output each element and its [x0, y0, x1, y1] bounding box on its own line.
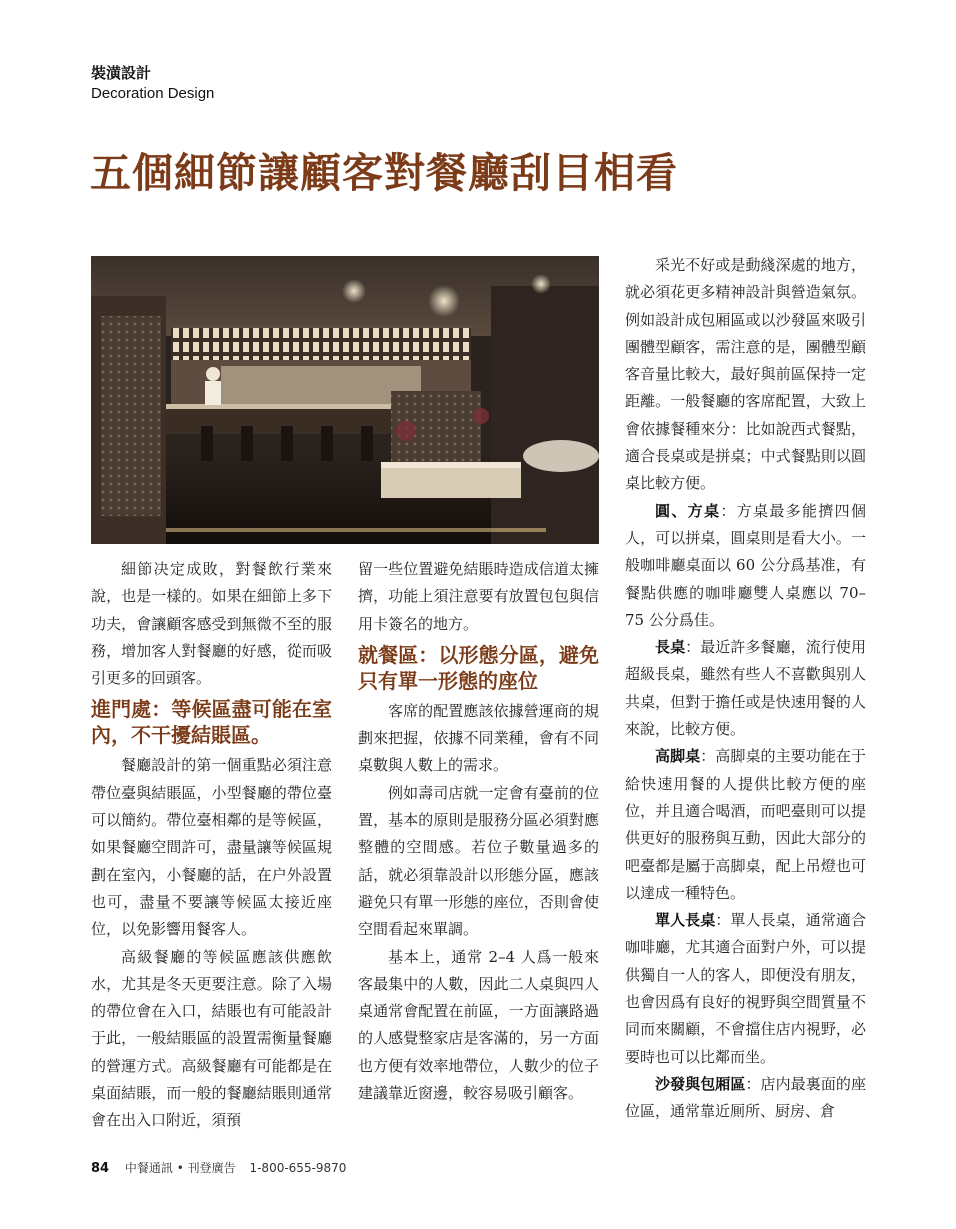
term-description: ：高脚桌的主要功能在于給快速用餐的人提供比較方便的座位，并且適合喝酒，而吧臺則可以提供更好的服務與互動，因此大部分的吧臺都是屬于高脚桌，配上吊燈也可以達成一種特色。 — [625, 747, 866, 902]
subheading-dining-area: 就餐區：以形態分區，避免只有單一形態的座位 — [358, 642, 599, 693]
term-high-table: 高脚桌 — [655, 747, 701, 766]
restaurant-photo — [91, 256, 599, 544]
paragraph — [625, 634, 866, 743]
paragraph: 采光不好或是動綫深處的地方，就必須花更多精神設計與營造氣氛。例如設計成包厢區或以沙發區來吸引團體型顧客，需注意的是，團體型顧客音量比較大，最好與前區保持一定距離。一般餐廳的客席配置，大致上會依據餐種來分：比如說西式餐點，適合長桌或是拼桌；中式餐點則以圓桌比較方便。 — [625, 256, 866, 493]
column-2 — [358, 556, 599, 1107]
paragraph: 客席的配置應該依據營運商的規劃來把握，依據不同業種，會有不同桌數與人數上的需求。 — [358, 701, 599, 775]
phone-number: 1-800-655-9870 — [249, 1161, 347, 1175]
paragraph — [625, 907, 866, 1071]
page-footer — [91, 1159, 346, 1176]
paragraph: 餐廳設計的第一個重點必須注意帶位臺與結賬區，小型餐廳的帶位臺可以簡約。帶位臺相鄰的是等候區，如果餐廳空間許可，盡量讓等候區規劃在室內，小餐廳的話，在户外設置也可，盡量不要讓等候區太接近座位，以免影響用餐客人。 — [91, 756, 332, 939]
paragraph: 例如壽司店就一定會有臺前的位置，基本的原則是服務分區必須對應整體的空間感。若位子數量過多的話，就必須靠設計以形態分區，應該避免只有單一形態的座位，否則會使空間看起來單調。 — [358, 783, 599, 939]
paragraph — [625, 743, 866, 907]
term-description: ：最近許多餐廳，流行使用超級長桌，雖然有些人不喜歡與别人共桌，但對于擔任或是快速用餐的人來說，比較方便。 — [625, 638, 866, 739]
paragraph — [625, 498, 866, 634]
section-label-zh: 裝潢設計 — [91, 64, 152, 82]
term-description: ：方桌最多能擠四個人，可以拼桌，圓桌則是看大小。一般咖啡廳桌面以 60 公分爲基准，有餐點供應的咖啡廳雙人桌應以 70–75 公分爲佳。 — [625, 501, 866, 629]
term-description: ：單人長桌，通常適合咖啡廳，尤其適合面對户外，可以提供獨自一人的客人，即便没有朋友，也會因爲有良好的視野與空間質量不同而來關顧，不會擋住店内視野，必要時也可以比鄰而坐。 — [625, 911, 866, 1066]
column-1 — [91, 556, 332, 1135]
paragraph: 高級餐廳的等候區應該供應飲水，尤其是冬天更要注意。除了入場的帶位會在入口，結賬也有可能設計于此，一般結賬區的設置需衡量餐廳的營運方式。高級餐廳有可能都是在桌面結賬，而一般的餐廳結賬則通常會在出入口附近，須預 — [91, 947, 332, 1130]
paragraph — [625, 1071, 866, 1126]
column-3 — [625, 252, 866, 1126]
paragraph: 留一些位置避免結賬時造成信道太擁擠，功能上須注意要有放置包包與信用卡簽名的地方。 — [358, 560, 599, 633]
paragraph: 基本上，通常 2–4 人爲一般來客最集中的人數，因此二人桌與四人桌通常會配置在前區，一方面讓路過的人感覺整家店是客滿的，另一方面也方便有效率地帶位，人數少的位子建議靠近窗邊，較容易吸引顧客。 — [358, 947, 599, 1103]
term-description: ：店内最裏面的座位區，通常靠近厠所、厨房、倉 — [625, 1074, 866, 1121]
article-title: 五個細節讓顧客對餐廳刮目相看 — [90, 149, 678, 197]
section-label-en: Decoration Design — [91, 85, 215, 102]
publication-name: 中餐通訊 • 刊登廣告 — [124, 1161, 236, 1175]
page-number: 84 — [91, 1161, 110, 1176]
term-sofa-booth: 沙發與包厢區 — [655, 1074, 746, 1093]
paragraph: 細節决定成敗，對餐飲行業來說，也是一樣的。如果在細節上多下功夫，會讓顧客感受到無微不至的服務，增加客人對餐廳的好感，從而吸引更多的回頭客。 — [91, 560, 332, 688]
term-single-long-table: 單人長桌 — [655, 911, 716, 930]
term-round-square-table: 圓、方桌 — [655, 501, 721, 520]
term-long-table: 長桌 — [655, 638, 686, 657]
subheading-entrance: 進門處：等候區盡可能在室內，不干擾結賬區。 — [91, 697, 332, 748]
